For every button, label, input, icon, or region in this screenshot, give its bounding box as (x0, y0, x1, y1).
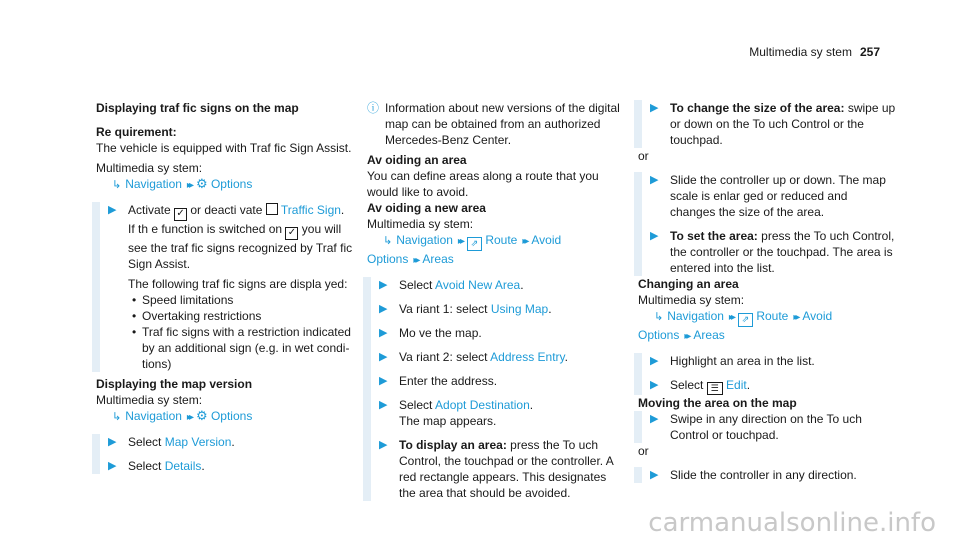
step-arrow-icon: ▶ (650, 413, 659, 425)
step-item (650, 467, 896, 483)
checkbox-empty-icon (266, 203, 278, 215)
step-text: The map appears. (399, 414, 497, 428)
step-label: To display an area: (399, 438, 507, 452)
path-avoid[interactable]: Avoid (531, 233, 562, 247)
edit-option[interactable]: Edit (726, 378, 747, 392)
heading-map-version: Displaying the map version (96, 377, 253, 391)
menu-path (638, 308, 896, 327)
path-navigation[interactable]: Navigation (125, 177, 182, 191)
step-text: Select (128, 435, 162, 449)
heading-avoiding-new-area: Av oiding a new area (367, 201, 486, 215)
chevron-right-icon: ▸▸ (793, 312, 798, 323)
step-text: Va riant 2: select (399, 350, 488, 364)
heading-avoiding-area: Av oiding an area (367, 153, 467, 167)
step-text: swipe up or down on the To uch Control or the touchpad. (670, 101, 896, 147)
info-note (367, 100, 625, 148)
path-navigation[interactable]: Navigation (396, 233, 453, 247)
step-block (634, 411, 896, 443)
multimedia-system-label: Multimedia sy stem: (367, 217, 474, 231)
requirement-label: Re quirement: (96, 125, 177, 139)
step-text: Slide the controller in any direction. (670, 468, 857, 482)
step-arrow-icon: ▶ (379, 303, 388, 315)
info-icon: ⓘ (367, 101, 380, 115)
page-number: 257 (859, 45, 880, 59)
step-item: ▶ Va riant 2: select Address Entry. (379, 350, 568, 364)
step-arrow-icon: ▶ (379, 375, 388, 387)
chevron-right-icon: ▸▸ (522, 236, 527, 247)
menu-path (367, 232, 625, 251)
path-route[interactable]: Route (485, 233, 518, 247)
step-block (634, 467, 896, 483)
chevron-right-icon: ▸▸ (186, 412, 191, 423)
step-text: or deacti vate (190, 203, 263, 217)
list-item: • Speed limitations (128, 292, 354, 308)
step-text: If th e function is switched on (128, 222, 283, 236)
path-options[interactable]: Options (210, 177, 253, 191)
requirement-text: The vehicle is equipped with Traf fic Sign Assist. (96, 141, 352, 155)
chevron-right-icon: ▸▸ (728, 312, 733, 323)
step-text: Select (399, 398, 433, 412)
menu-path (96, 176, 354, 194)
chevron-right-icon: ▸▸ (413, 255, 418, 266)
multimedia-system-label: Multimedia sy stem: (638, 293, 745, 307)
step-arrow-icon: ▶ (108, 436, 117, 448)
step-item: ▶ Select ☰ Edit. (650, 378, 751, 393)
step-text: Select (128, 459, 162, 473)
step-item (379, 437, 625, 501)
step-item: ▶ Select Adopt Destination. The map appears. (379, 398, 534, 428)
list-item: • Overtaking restrictions (128, 308, 354, 324)
column-1 (96, 100, 354, 474)
path-options[interactable]: Options (210, 409, 253, 423)
step-block (92, 434, 354, 474)
path-areas[interactable]: Areas (422, 252, 454, 266)
menu-path (96, 408, 354, 426)
step-text: Select (399, 278, 433, 292)
step-block (634, 100, 896, 148)
heading-traffic-signs: Displaying traf fic signs on the map (96, 101, 299, 115)
step-text: you will see the traf fic signs recognized by Traf fic Sign Assist. (128, 222, 353, 271)
page-header (749, 44, 880, 60)
step-arrow-icon: ▶ (379, 327, 388, 339)
step-item: ▶ Activate ✓ or deacti vate Traffic Sign. If th e function is switched on ✓ you will see the traf fic signs recognized by Traf fic Sign Assist. The following traf fic signs are displa yed: • Speed limitations • Overtaking restrictions • Traf fic signs with a restriction indicated by an additional sign (e.g. in wet condi‐ tions) (108, 202, 354, 372)
route-icon: ⇗ (738, 313, 753, 327)
path-arrow-icon: ↳ (112, 411, 122, 423)
path-areas[interactable]: Areas (693, 328, 725, 342)
chevron-right-icon: ▸▸ (684, 331, 689, 342)
watermark: carmanualsonline.info (648, 508, 936, 538)
step-text: Enter the address. (399, 374, 498, 388)
path-navigation[interactable]: Navigation (125, 409, 182, 423)
step-item: ▶ Select Details. (108, 459, 205, 473)
step-arrow-icon: ▶ (108, 204, 117, 216)
step-item (379, 373, 625, 389)
step-label: To change the size of the area: (670, 101, 845, 115)
note-text: Information about new versions of the digital map can be obtained from an authorized Mercedes-Benz Center. (385, 101, 620, 147)
path-arrow-icon: ↳ (383, 235, 393, 247)
step-arrow-icon: ▶ (650, 174, 659, 186)
step-text: Va riant 1: select (399, 302, 488, 316)
path-avoid[interactable]: Avoid (802, 309, 833, 323)
gear-icon: ⚙ (195, 176, 208, 191)
heading-moving-area: Moving the area on the map (638, 396, 797, 410)
step-arrow-icon: ▶ (650, 355, 659, 367)
checkbox-checked-icon: ✓ (285, 227, 298, 240)
step-text: The following traf fic signs are displa yed: (128, 277, 348, 291)
or-text: or (638, 149, 649, 163)
column-2 (367, 100, 625, 501)
traffic-sign-option[interactable]: Traffic Sign (280, 203, 341, 217)
body-text: You can define areas along a route that you would like to avoid. (367, 169, 599, 199)
list-item: • Traf fic signs with a restriction indicated by an additional sign (e.g. in wet condi‐ tions) (128, 324, 354, 372)
section-title: Multimedia sy stem (749, 45, 852, 59)
path-options[interactable]: Options (367, 252, 409, 266)
step-block (634, 353, 896, 395)
path-options[interactable]: Options (638, 328, 680, 342)
path-navigation[interactable]: Navigation (667, 309, 724, 323)
step-arrow-icon: ▶ (379, 399, 388, 411)
using-map-option[interactable]: Using Map (490, 302, 549, 316)
path-arrow-icon: ↳ (112, 179, 122, 191)
step-block (363, 277, 625, 501)
route-icon: ⇗ (467, 237, 482, 251)
step-text: press the To uch Control, the controller or the touchpad. The area is entered into the list. (670, 229, 895, 275)
step-item: ▶ Select Avoid New Area. (379, 278, 524, 292)
step-item (650, 353, 896, 369)
step-text: Mo ve the map. (399, 326, 482, 340)
multimedia-system-label: Multimedia sy stem: (96, 161, 203, 175)
gear-icon: ⚙ (195, 408, 208, 423)
step-arrow-icon: ▶ (379, 351, 388, 363)
step-arrow-icon: ▶ (650, 469, 659, 481)
step-item (650, 100, 896, 148)
chevron-right-icon: ▸▸ (186, 180, 191, 191)
chevron-right-icon: ▸▸ (457, 236, 462, 247)
heading-changing-area: Changing an area (638, 277, 739, 291)
path-arrow-icon: ↳ (654, 311, 664, 323)
adopt-destination-option[interactable]: Adopt Destination (435, 398, 530, 412)
step-block (634, 172, 896, 276)
step-arrow-icon: ▶ (379, 439, 388, 451)
step-item: ▶ Va riant 1: select Using Map. (379, 302, 552, 316)
step-item (650, 411, 896, 443)
step-arrow-icon: ▶ (650, 102, 659, 114)
edit-icon: ☰ (707, 382, 723, 395)
step-arrow-icon: ▶ (108, 460, 117, 472)
multimedia-system-label: Multimedia sy stem: (96, 393, 203, 407)
step-text: Swipe in any direction on the To uch Control or touchpad. (670, 412, 862, 442)
step-item (650, 172, 896, 220)
path-route[interactable]: Route (756, 309, 789, 323)
step-text: Slide the controller up or down. The map scale is enlar ged or reduced and changes the size of the area. (670, 173, 886, 219)
step-text: Select (670, 378, 704, 392)
step-arrow-icon: ▶ (379, 279, 388, 291)
column-3 (638, 100, 896, 483)
step-arrow-icon: ▶ (650, 379, 659, 391)
step-text: Highlight an area in the list. (670, 354, 815, 368)
map-version-option[interactable]: Map Version (164, 435, 232, 449)
avoid-new-area-option[interactable]: Avoid New Area (435, 278, 521, 292)
step-text: press the To uch Control, the touchpad or the controller. A red rectangle appears. This designates the area that should be avoided. (399, 438, 614, 500)
step-item (379, 325, 625, 341)
or-text: or (638, 444, 649, 458)
step-item (650, 228, 896, 276)
step-block (92, 202, 354, 372)
details-option[interactable]: Details (164, 459, 202, 473)
step-label: To set the area: (670, 229, 758, 243)
address-entry-option[interactable]: Address Entry (490, 350, 565, 364)
step-item: ▶ Select Map Version. (108, 435, 235, 449)
checkbox-checked-icon: ✓ (174, 208, 187, 221)
step-arrow-icon: ▶ (650, 230, 659, 242)
step-text: Activate (128, 203, 171, 217)
